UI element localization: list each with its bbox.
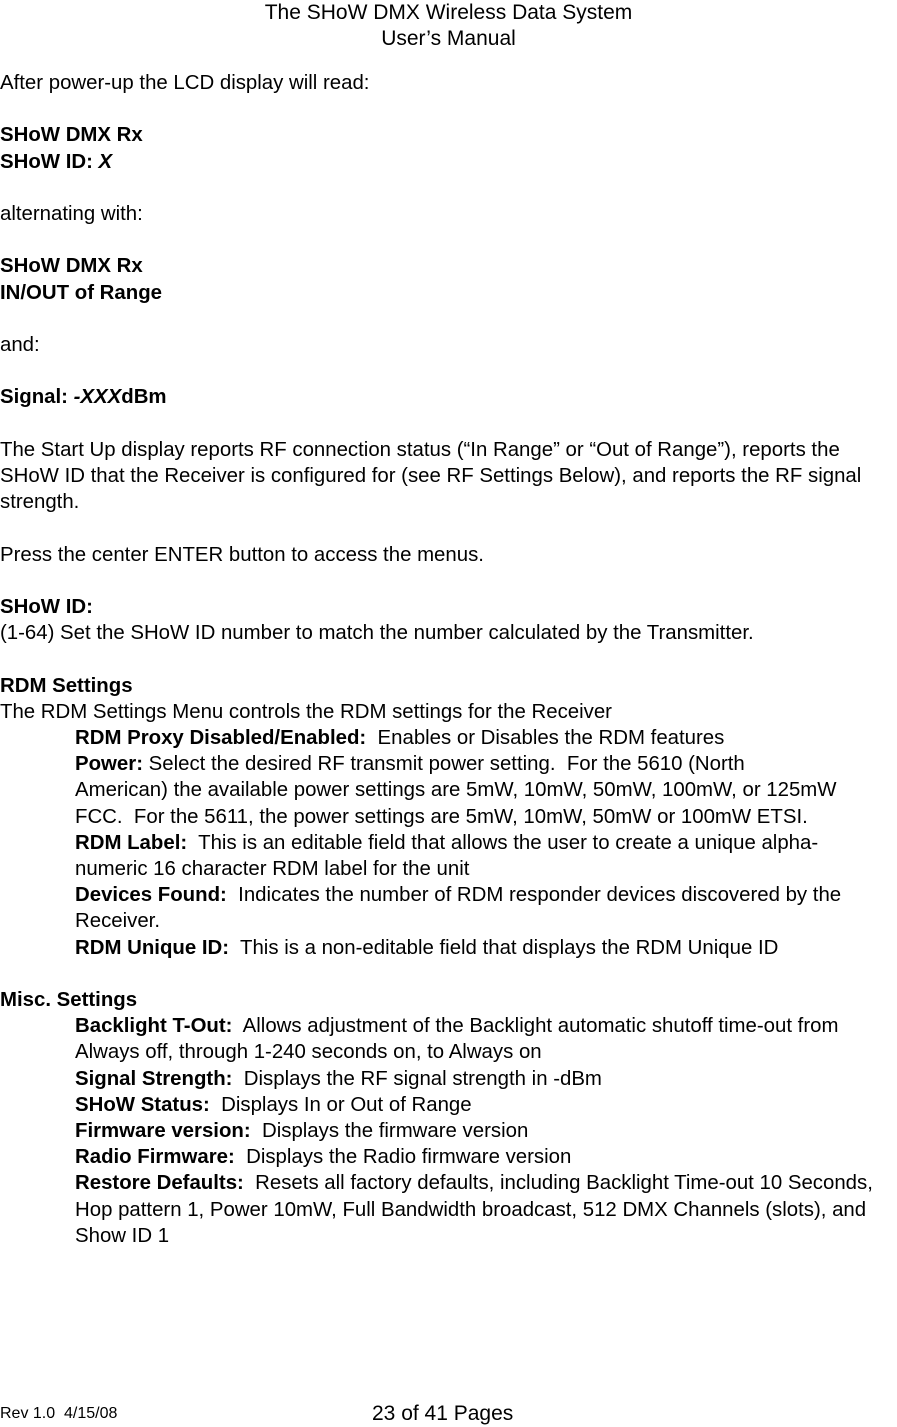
section-description: (1-64) Set the SHoW ID number to match the number calculated by the Transmitter.: [0, 622, 754, 645]
list-item: Restore Defaults: Resets all factory defaults, including Backlight Time-out 10 Seconds, Hop pattern 1, Power 10mW, Full Bandwidth broadcast, 512 DMX Channels (slots), and Show ID 1: [75, 1172, 879, 1247]
document-subtitle: User’s Manual: [381, 27, 516, 50]
misc-settings-list: [0, 1013, 897, 1249]
lcd-display-example-2: [0, 253, 897, 305]
power-up-text: After power-up the LCD display will read:: [0, 72, 370, 94]
rdm-settings-list: [0, 725, 897, 961]
list-item: Devices Found: Indicates the number of RDM responder devices discovered by the Receiver.: [75, 884, 847, 933]
section-show-id: [0, 594, 897, 646]
section-heading: Misc. Settings: [0, 988, 138, 1011]
list-item: Firmware version: Displays the firmware version: [75, 1119, 529, 1142]
and-text: and:: [0, 333, 40, 356]
lcd-signal-line: Signal: -XXXdBm: [0, 386, 167, 409]
startup-description: The Start Up display reports RF connection status (“In Range” or “Out of Range”), reports the SHoW ID that the Receiver is configured for (see RF Settings Below), and reports the RF signal strength.: [0, 438, 862, 514]
alternating-text: alternating with:: [0, 202, 143, 225]
press-enter-text: Press the center ENTER button to access the menus.: [0, 543, 484, 566]
footer-page-number: 23 of 41 Pages: [372, 1402, 514, 1425]
list-item: Radio Firmware: Displays the Radio firmware version: [75, 1146, 572, 1169]
lcd-display-example-1: [0, 122, 897, 174]
list-item: SHoW Status: Displays In or Out of Range: [75, 1093, 472, 1116]
section-heading: SHoW ID:: [0, 595, 93, 618]
list-item: Signal Strength: Displays the RF signal strength in -dBm: [75, 1067, 602, 1090]
list-item: RDM Proxy Disabled/Enabled: Enables or Disables the RDM features: [75, 726, 725, 749]
page-content: [0, 70, 897, 1249]
page-header: [0, 0, 897, 52]
lcd-line: SHoW DMX Rx: [0, 255, 143, 278]
section-heading: RDM Settings: [0, 674, 133, 697]
list-item: Power: Select the desired RF transmit power setting. For the 5610 (North American) the available power settings are 5mW, 10mW, 50mW, 100mW, or 125mW FCC. For the 5611, the power settings are 5mW, 10mW, 50mW or 100mW ETSI.: [75, 753, 843, 828]
list-item: RDM Label: This is an editable field that allows the user to create a unique alpha-numeric 16 character RDM label for the unit: [75, 831, 819, 880]
section-misc-settings: [0, 987, 897, 1249]
lcd-line: IN/OUT of Range: [0, 281, 162, 304]
list-item: Backlight T-Out: Allows adjustment of the Backlight automatic shutoff time-out from Always off, through 1-240 seconds on, to Always on: [75, 1015, 843, 1064]
lcd-line: SHoW ID: X: [0, 150, 113, 173]
lcd-line: SHoW DMX Rx: [0, 124, 143, 147]
footer-revision: Rev 1.0 4/15/08: [0, 1405, 118, 1422]
section-description: The RDM Settings Menu controls the RDM settings for the Receiver: [0, 700, 612, 723]
section-rdm-settings: [0, 673, 897, 961]
list-item: RDM Unique ID: This is a non-editable field that displays the RDM Unique ID: [75, 936, 779, 959]
document-title: The SHoW DMX Wireless Data System: [264, 1, 633, 24]
